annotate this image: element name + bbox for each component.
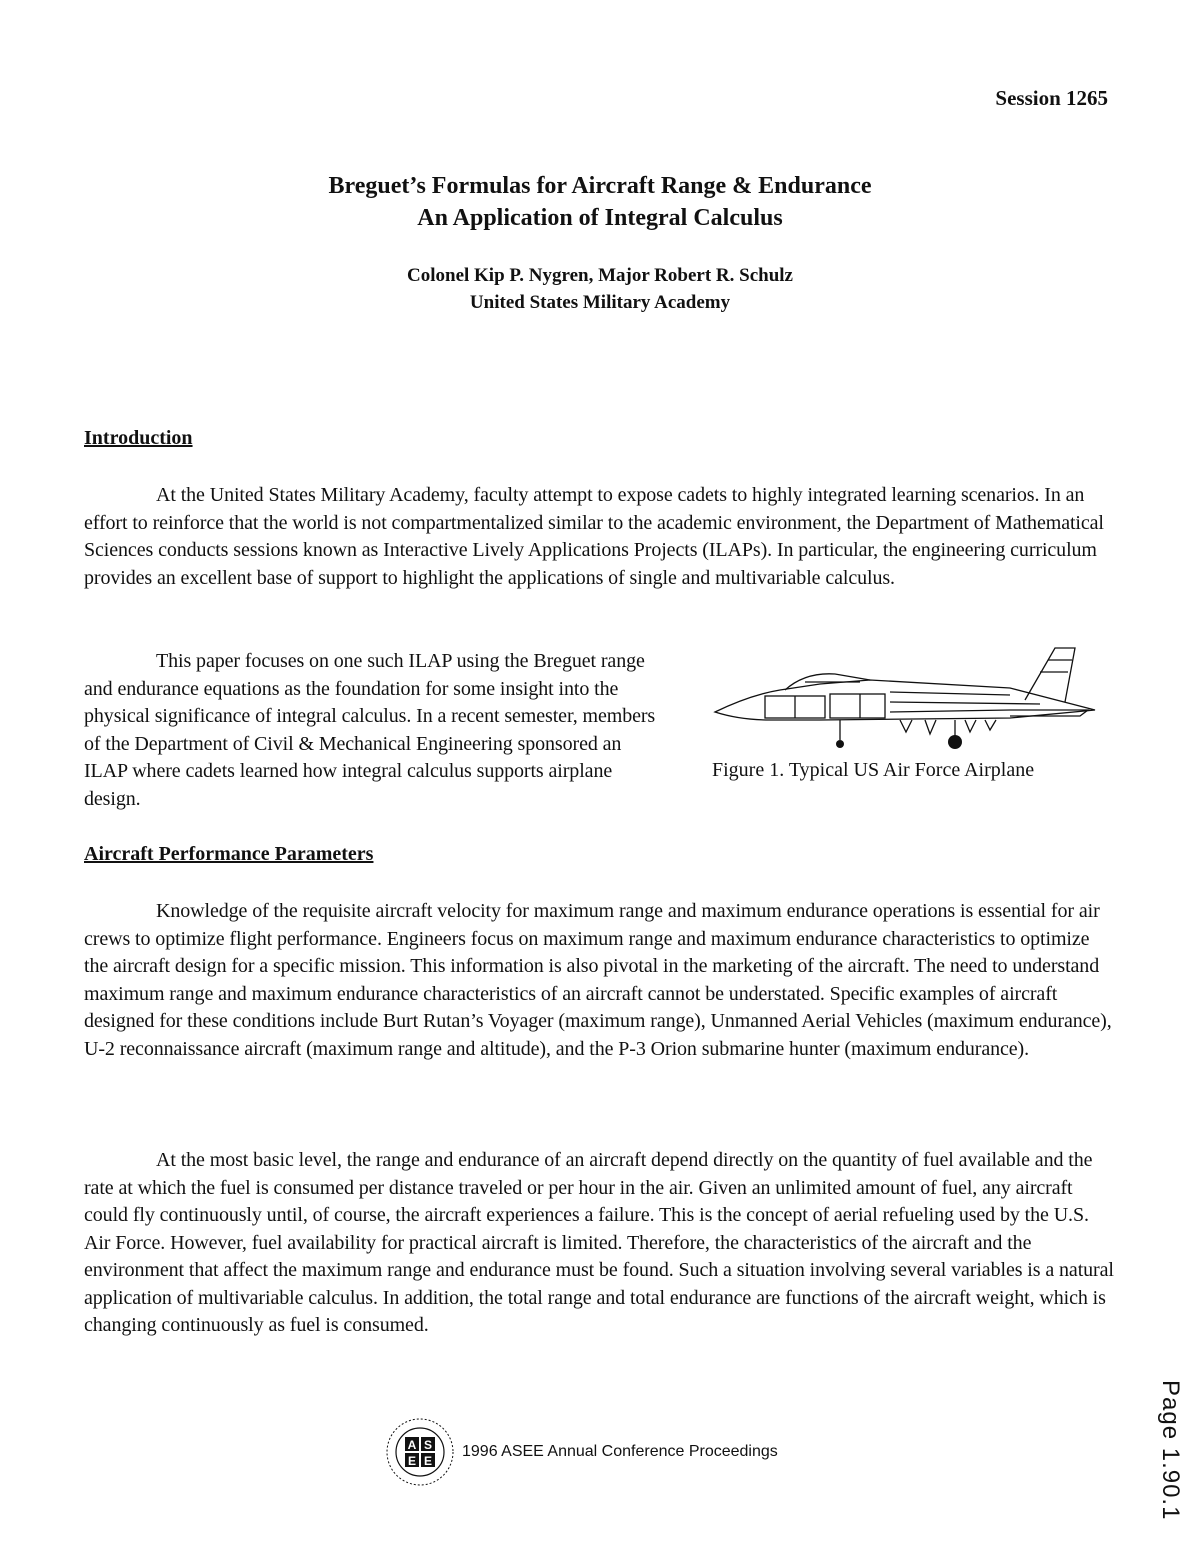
figure-caption: Figure 1. Typical US Air Force Airplane [712, 759, 1035, 781]
asee-logo [384, 1416, 456, 1488]
proceedings-text: 1996 ASEE Annual Conference Proceedings [462, 1443, 778, 1460]
logo-letter-s: S [423, 1438, 433, 1452]
author-affiliation: United States Military Academy [469, 292, 731, 313]
title-line-1: Breguet’s Formulas for Aircraft Range & Endurance [328, 173, 872, 199]
figure-1 [700, 640, 1110, 782]
introduction-paragraph-1: At the United States Military Academy, faculty attempt to expose cadets to highly integrated learning scenarios. In an effort to reinforce that the world is not compartmentalized similar to the academic environment, the Department of Mathematical Sciences conducts sessions known as Interactive Lively Applications Projects (ILAPs). In particular, the engineering curriculum provides an excellent base of support to highlight the applications of single and multivariable calculus. [84, 484, 1104, 589]
logo-letter-a: A [407, 1438, 417, 1452]
performance-heading: Aircraft Performance Parameters [84, 843, 374, 865]
page-number: Page 1.90.1 [1157, 1380, 1184, 1521]
logo-letter-e1: E [407, 1454, 417, 1468]
logo-letter-e2: E [423, 1454, 433, 1468]
introduction-paragraph-2: This paper focuses on one such ILAP using the Breguet range and endurance equations as the foundation for some insight into the physical significance of integral calculus. In a recent semester, members of the Department of Civil & Mechanical Engineering sponsored an ILAP where cadets learned how integral calculus supports airplane design. [84, 650, 656, 810]
title-line-2: An Application of Integral Calculus [417, 205, 783, 231]
performance-paragraph-1: Knowledge of the requisite aircraft velocity for maximum range and maximum endurance operations is essential for air crews to optimize flight performance. Engineers focus on maximum range and maximum endurance characteristics to optimize the aircraft design for a specific mission. This information is also pivotal in the marketing of the aircraft. The need to understand maximum range and maximum endurance characteristics of an aircraft cannot be understated. Specific examples of aircraft designed for these conditions include Burt Rutan’s Voyager (maximum range), Unmanned Aerial Vehicles (maximum endurance), U-2 reconnaissance aircraft (maximum range and altitude), and the P-3 Orion submarine hunter (maximum endurance). [84, 900, 1112, 1060]
session-number: Session 1265 [995, 86, 1108, 110]
performance-paragraph-2: At the most basic level, the range and endurance of an aircraft depend directly on the quantity of fuel available and the rate at which the fuel is consumed per distance traveled or per hour in the air. Given an unlimited amount of fuel, any aircraft could fly continuously until, of course, the aircraft experiences a failure. This is the concept of aerial refueling used by the U.S. Air Force. However, fuel availability for practical aircraft is limited. Therefore, the characteristics of the aircraft and the environment that affect the maximum range and endurance must be found. Such a situation involving several variables is a natural application of multivariable calculus. In addition, the total range and total endurance are functions of the aircraft weight, which is changing continuously as fuel is consumed. [84, 1149, 1114, 1336]
airplane-drawing [710, 640, 1100, 755]
author-block [0, 262, 1200, 316]
author-names: Colonel Kip P. Nygren, Major Robert R. Schulz [407, 265, 793, 286]
footer [384, 1416, 778, 1488]
paper-title [0, 170, 1200, 234]
introduction-heading: Introduction [84, 427, 193, 449]
